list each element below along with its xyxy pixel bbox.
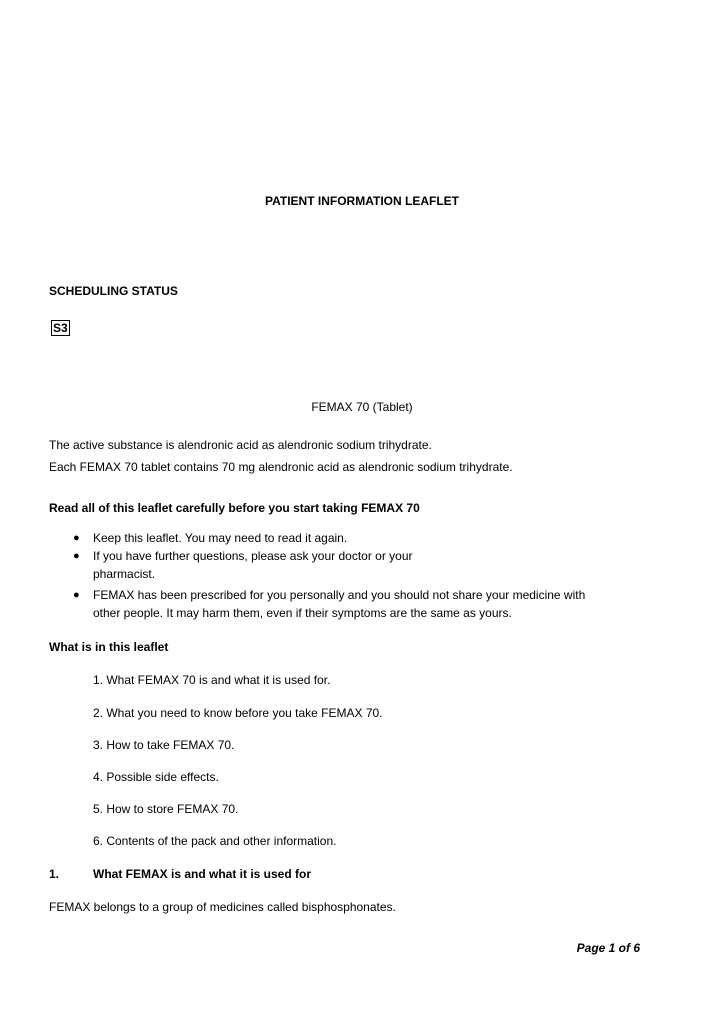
list-item: 3. How to take FEMAX 70. <box>93 738 235 752</box>
section-1-number: 1. <box>49 867 60 881</box>
active-substance-line-1: The active substance is alendronic acid as alendronic sodium trihydrate. <box>49 438 432 452</box>
scheduling-badge <box>51 320 70 336</box>
bullet-icon: ● <box>73 589 80 601</box>
leaflet-title: PATIENT INFORMATION LEAFLET <box>265 194 459 208</box>
bullet-text-continued: other people. It may harm them, even if their symptoms are the same as yours. <box>93 606 512 620</box>
bullet-text: If you have further questions, please ask your doctor or your <box>93 549 413 563</box>
bullet-text-continued: pharmacist. <box>93 567 156 581</box>
active-substance-line-2: Each FEMAX 70 tablet contains 70 mg alendronic acid as alendronic sodium trihydrate. <box>49 460 513 474</box>
read-all-heading: Read all of this leaflet carefully before you start taking FEMAX 70 <box>49 501 420 515</box>
bullet-text: FEMAX has been prescribed for you personally and you should not share your medicine with <box>93 588 586 602</box>
list-item: 6. Contents of the pack and other information. <box>93 834 337 848</box>
list-item: 1. What FEMAX 70 is and what it is used for. <box>93 673 331 687</box>
list-item: 2. What you need to know before you take FEMAX 70. <box>93 706 383 720</box>
page-number: Page 1 of 6 <box>576 941 640 955</box>
contents-heading: What is in this leaflet <box>49 640 169 654</box>
product-name: FEMAX 70 (Tablet) <box>311 400 413 414</box>
section-1-heading: What FEMAX is and what it is used for <box>93 867 312 881</box>
scheduling-status-heading: SCHEDULING STATUS <box>49 284 178 298</box>
section-1-text: FEMAX belongs to a group of medicines called bisphosphonates. <box>49 900 396 914</box>
bullet-icon: ● <box>73 532 80 544</box>
list-item: 4. Possible side effects. <box>93 770 219 784</box>
list-item: 5. How to store FEMAX 70. <box>93 802 239 816</box>
bullet-icon: ● <box>73 550 80 562</box>
bullet-text: Keep this leaflet. You may need to read it again. <box>93 531 348 545</box>
scheduling-badge-label: S3 <box>53 321 68 335</box>
